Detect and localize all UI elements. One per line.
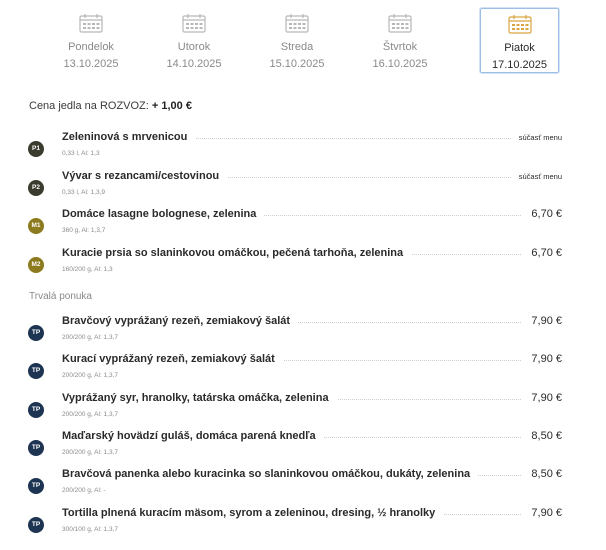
menu-item-price: 7,90 €: [523, 315, 562, 327]
day-date: 16.10.2025: [372, 58, 428, 70]
menu-item-name: Vývar s rezancami/cestovinou: [62, 170, 227, 182]
menu-item-info: 0,33 l, Al: 1,3: [62, 150, 100, 157]
menu-badge: P2: [28, 180, 44, 196]
menu-item-price: 8,50 €: [523, 468, 562, 480]
delivery-price-value: + 1,00 €: [151, 100, 192, 112]
menu-item-price: súčasť menu: [511, 133, 562, 142]
calendar-icon: [508, 14, 532, 34]
menu-item: [26, 353, 566, 385]
menu-item: [26, 468, 566, 500]
menu-badge: TP: [28, 325, 44, 341]
section-title-permanent: Trvalá ponuka: [29, 291, 92, 302]
menu-item-info: 200/200 g, Al: 1,3,7: [62, 411, 119, 418]
menu-item-price: 6,70 €: [523, 208, 562, 220]
delivery-price-label: Cena jedla na ROZVOZ:: [29, 100, 149, 112]
menu-item-price: 6,70 €: [523, 247, 562, 259]
menu-item: [26, 208, 566, 240]
calendar-icon: [388, 13, 412, 33]
menu-item-info: 360 g, Al: 1,3,7: [62, 227, 106, 234]
menu-item: [26, 170, 566, 202]
menu-item: [26, 430, 566, 462]
menu-item-name: Vyprážaný syr, hranolky, tatárska omáčka, zelenina: [62, 392, 337, 404]
menu-item: [26, 392, 566, 424]
calendar-icon: [79, 13, 103, 33]
day-tab-tuesday[interactable]: [146, 8, 242, 73]
menu-item-name: Kurací vyprážaný rezeň, zemiakový šalát: [62, 353, 283, 365]
day-date: 14.10.2025: [166, 58, 222, 70]
menu-item-price: súčasť menu: [511, 172, 562, 181]
menu-item-info: 200/200 g, Al: 1,3,7: [62, 334, 119, 341]
menu-item-name: Tortilla plnená kuracím mäsom, syrom a zeleninou, dresing, ½ hranolky: [62, 507, 443, 519]
day-name: Streda: [280, 41, 314, 53]
day-tab-friday[interactable]: [480, 8, 559, 73]
menu-badge: TP: [28, 363, 44, 379]
calendar-icon: [182, 13, 206, 33]
menu-item-name: Kuracie prsia so slaninkovou omáčkou, pečená tarhoňa, zelenina: [62, 247, 411, 259]
menu-item: [26, 315, 566, 347]
calendar-icon: [285, 13, 309, 33]
menu-item: [26, 507, 566, 539]
day-name: Piatok: [504, 42, 535, 54]
menu-badge: TP: [28, 517, 44, 533]
day-tab-monday[interactable]: [43, 8, 139, 73]
day-tab-thursday[interactable]: [352, 8, 448, 73]
menu-item-info: 160/200 g, Al: 1,3: [62, 266, 113, 273]
menu-badge: TP: [28, 402, 44, 418]
menu-item-price: 7,90 €: [523, 392, 562, 404]
menu-item: [26, 247, 566, 279]
menu-item-info: 300/100 g, Al: 1,3,7: [62, 526, 119, 533]
menu-item-name: Bravčová panenka alebo kuracinka so slaninkovou omáčkou, dukáty, zelenina: [62, 468, 478, 480]
menu-badge: M1: [28, 218, 44, 234]
menu-badge: P1: [28, 141, 44, 157]
menu-badge: TP: [28, 440, 44, 456]
day-date: 17.10.2025: [491, 59, 548, 71]
day-name: Utorok: [177, 41, 211, 53]
menu-item-name: Bravčový vyprážaný rezeň, zemiakový šalát: [62, 315, 298, 327]
menu-item-info: 200/200 g, Al: -: [62, 487, 106, 494]
delivery-price-note: [29, 100, 192, 112]
day-selector: [43, 8, 563, 73]
menu-badge: TP: [28, 478, 44, 494]
menu-item-info: 200/200 g, Al: 1,3,7: [62, 449, 119, 456]
menu-badge: M2: [28, 257, 44, 273]
menu-item: [26, 131, 566, 163]
menu-item-info: 200/200 g, Al: 1,3,7: [62, 372, 119, 379]
menu-item-info: 0,33 l, Al: 1,3,9: [62, 189, 106, 196]
day-tab-wednesday[interactable]: [249, 8, 345, 73]
menu-item-name: Maďarský hovädzí guláš, domáca parená knedľa: [62, 430, 324, 442]
day-date: 15.10.2025: [269, 58, 325, 70]
menu-item-price: 7,90 €: [523, 353, 562, 365]
menu-item-price: 8,50 €: [523, 430, 562, 442]
menu-item-name: Domáce lasagne bolognese, zelenina: [62, 208, 264, 220]
menu-item-price: 7,90 €: [523, 507, 562, 519]
day-name: Pondelok: [68, 41, 114, 53]
menu-item-name: Zeleninová s mrvenicou: [62, 131, 195, 143]
day-name: Štvrtok: [382, 41, 418, 53]
day-date: 13.10.2025: [63, 58, 119, 70]
